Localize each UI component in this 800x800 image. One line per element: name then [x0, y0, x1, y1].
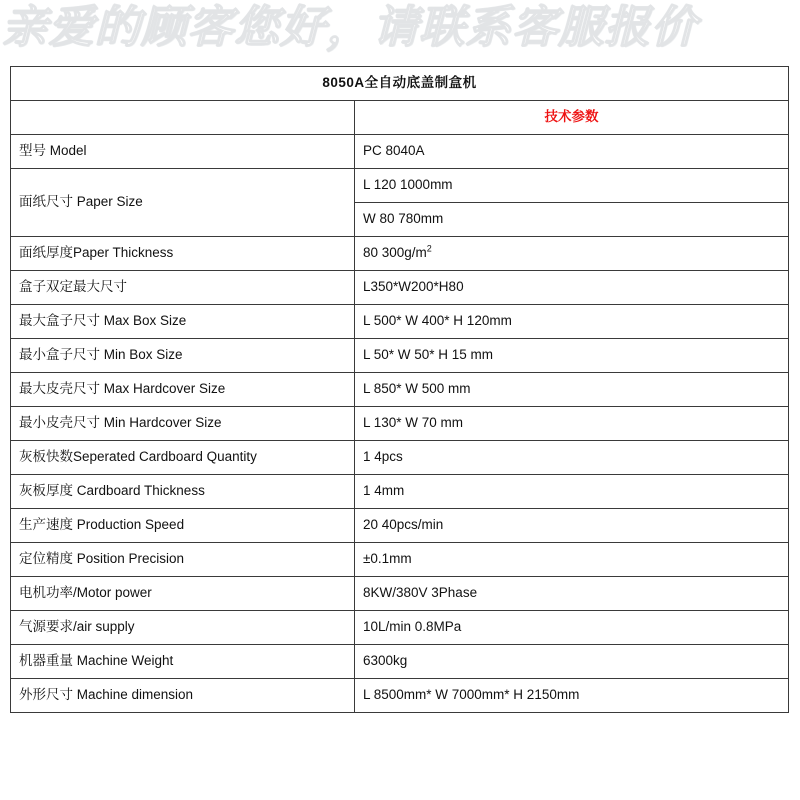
spec-value-superscript: 2 — [426, 243, 432, 254]
spec-label: 灰板快数Seperated Cardboard Quantity — [11, 441, 355, 475]
spec-label: 面纸厚度Paper Thickness — [11, 237, 355, 271]
spec-label: 定位精度 Position Precision — [11, 543, 355, 577]
spec-label: 最大皮壳尺寸 Max Hardcover Size — [11, 373, 355, 407]
spec-value: 1 4pcs — [355, 441, 789, 475]
spec-label: 生产速度 Production Speed — [11, 509, 355, 543]
spec-value: L 500* W 400* H 120mm — [355, 305, 789, 339]
table-row — [11, 577, 789, 611]
spec-label: 最大盒子尺寸 Max Box Size — [11, 305, 355, 339]
spec-value: ±0.1mm — [355, 543, 789, 577]
table-row — [11, 543, 789, 577]
spec-label: 电机功率/Motor power — [11, 577, 355, 611]
section-row-empty-label — [11, 101, 355, 135]
table-row — [11, 169, 789, 203]
spec-value: L 130* W 70 mm — [355, 407, 789, 441]
table-row — [11, 407, 789, 441]
section-header: 技术参数 — [355, 101, 789, 135]
spec-value-text: 80 300g/m — [363, 245, 427, 261]
product-title: 8050A全自动底盖制盒机 — [11, 67, 789, 101]
watermark-banner — [0, 0, 800, 66]
spec-label: 盒子双定最大尺寸 — [11, 271, 355, 305]
spec-value: 8KW/380V 3Phase — [355, 577, 789, 611]
spec-label: 气源要求/air supply — [11, 611, 355, 645]
table-row — [11, 305, 789, 339]
spec-label: 灰板厚度 Cardboard Thickness — [11, 475, 355, 509]
technical-specification-table — [10, 66, 789, 713]
table-section-row — [11, 101, 789, 135]
spec-value: L350*W200*H80 — [355, 271, 789, 305]
table-row — [11, 645, 789, 679]
spec-value: 6300kg — [355, 645, 789, 679]
spec-label: 最小盒子尺寸 Min Box Size — [11, 339, 355, 373]
table-row — [11, 611, 789, 645]
spec-value: 1 4mm — [355, 475, 789, 509]
spec-label: 面纸尺寸 Paper Size — [11, 169, 355, 237]
table-row — [11, 373, 789, 407]
spec-value: W 80 780mm — [355, 203, 789, 237]
spec-value: 20 40pcs/min — [355, 509, 789, 543]
table-row — [11, 679, 789, 713]
table-row — [11, 237, 789, 271]
spec-table-container — [10, 66, 788, 713]
table-row — [11, 475, 789, 509]
spec-value: L 8500mm* W 7000mm* H 2150mm — [355, 679, 789, 713]
spec-label: 型号 Model — [11, 135, 355, 169]
spec-value: L 120 1000mm — [355, 169, 789, 203]
table-row — [11, 441, 789, 475]
spec-value: 10L/min 0.8MPa — [355, 611, 789, 645]
spec-value: L 50* W 50* H 15 mm — [355, 339, 789, 373]
spec-value: L 850* W 500 mm — [355, 373, 789, 407]
table-row — [11, 339, 789, 373]
spec-label: 机器重量 Machine Weight — [11, 645, 355, 679]
table-row — [11, 135, 789, 169]
spec-label: 最小皮壳尺寸 Min Hardcover Size — [11, 407, 355, 441]
spec-value — [355, 237, 789, 271]
table-row — [11, 271, 789, 305]
watermark-text: 亲爱的顾客您好，请联系客服报价 — [2, 2, 698, 53]
spec-value: PC 8040A — [355, 135, 789, 169]
spec-label: 外形尺寸 Machine dimension — [11, 679, 355, 713]
table-row — [11, 509, 789, 543]
table-title-row — [11, 67, 789, 101]
